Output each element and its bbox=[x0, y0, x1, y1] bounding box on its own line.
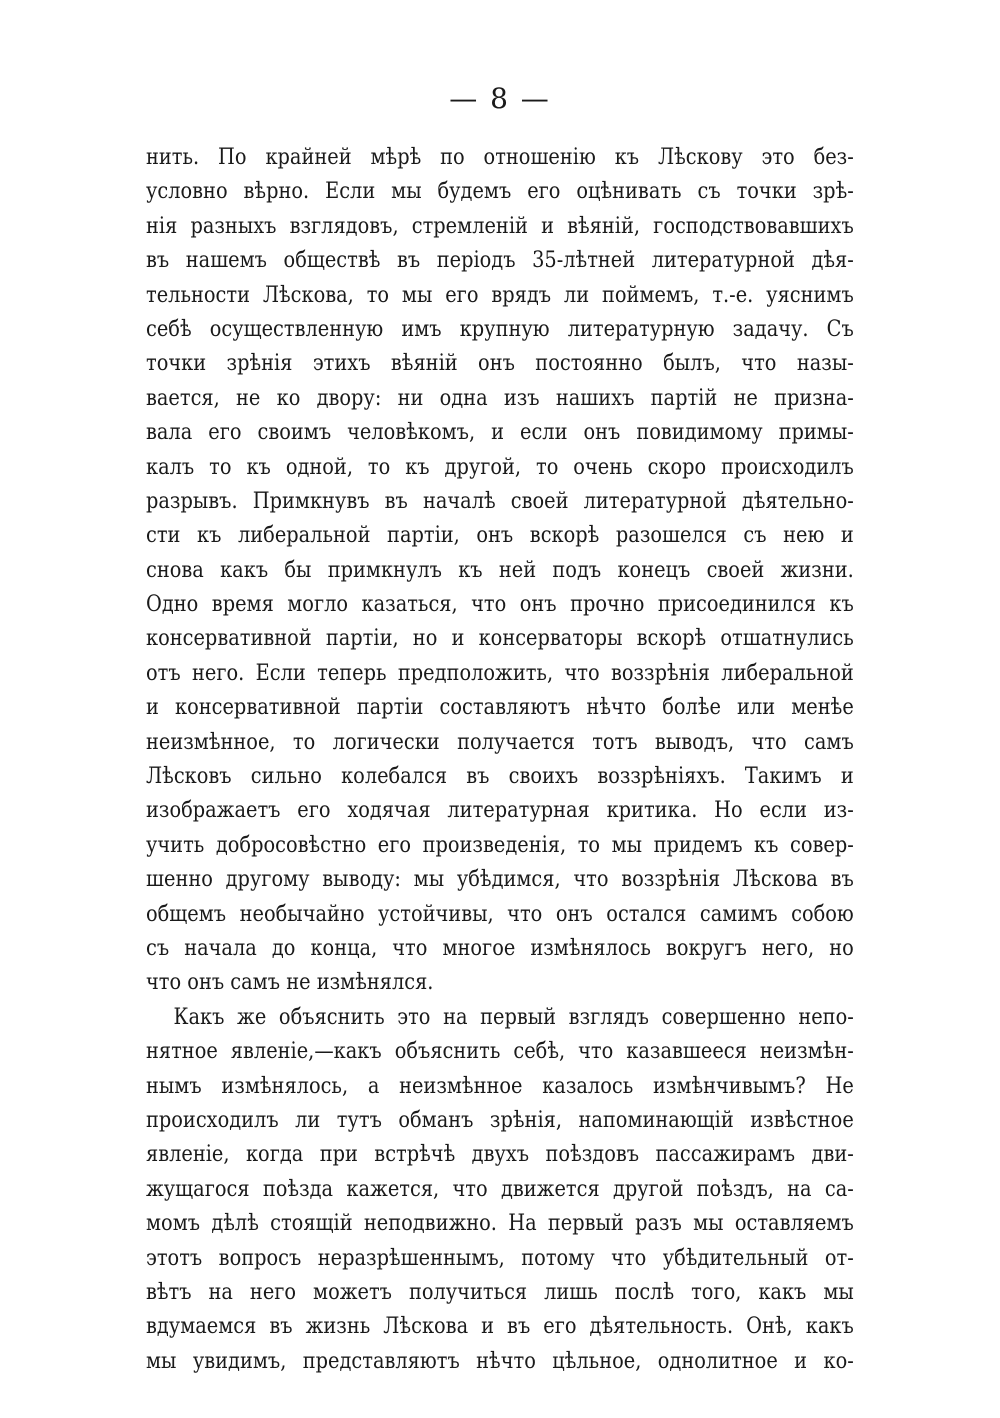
text-line: Какъ же объяснить это на первый взглядъ совершенно непо- bbox=[173, 1003, 854, 1030]
text-line: въ нашемъ обществѣ въ періодъ 35-лѣтней литературной дѣя- bbox=[146, 247, 854, 274]
text-line: нятное явленіе,—какъ объяснить себѣ, что казавшееся неизмѣн- bbox=[146, 1038, 854, 1065]
text-line: неизмѣнное, то логически получается тотъ выводъ, что самъ bbox=[146, 728, 854, 755]
text-line: что онъ самъ не измѣнялся. bbox=[146, 969, 434, 996]
text-line: вается, не ко двору: ни одна изъ нашихъ партій не призна- bbox=[146, 384, 854, 411]
text-line: условно вѣрно. Если мы будемъ его оцѣнивать съ точки зрѣ- bbox=[146, 178, 854, 205]
text-line: разрывъ. Примкнувъ въ началѣ своей литературной дѣятельно- bbox=[146, 487, 854, 514]
text-line: Одно время могло казаться, что онъ прочно присоединился къ bbox=[146, 591, 854, 618]
text-line: вѣтъ на него можетъ получиться лишь послѣ того, какъ мы bbox=[146, 1278, 854, 1305]
text-line: съ начала до конца, что многое измѣнялось вокругъ него, но bbox=[146, 934, 854, 961]
text-line: тельности Лѣскова, то мы его врядъ ли поймемъ, т.-е. уяснимъ bbox=[146, 281, 854, 308]
text-line: этотъ вопросъ неразрѣшеннымъ, потому что убѣдительный от- bbox=[146, 1244, 854, 1271]
text-line: снова какъ бы примкнулъ къ ней подъ конецъ своей жизни. bbox=[146, 556, 854, 583]
text-line: Лѣсковъ сильно колебался въ своихъ воззрѣніяхъ. Такимъ и bbox=[146, 763, 854, 790]
page-number: — 8 — bbox=[449, 82, 551, 115]
text-line: сти къ либеральной партіи, онъ вскорѣ разошелся съ нею и bbox=[146, 522, 854, 549]
text-line: явленіе, когда при встрѣчѣ двухъ поѣздовъ пассажирамъ дви- bbox=[146, 1141, 854, 1168]
text-line: шенно другому выводу: мы убѣдимся, что воззрѣнія Лѣскова въ bbox=[146, 866, 854, 893]
text-line: вала его своимъ человѣкомъ, и если онъ повидимому примы- bbox=[146, 419, 854, 446]
text-line: нымъ измѣнялось, а неизмѣнное казалось измѣнчивымъ? Не bbox=[146, 1072, 854, 1099]
text-line: момъ дѣлѣ стоящій неподвижно. На первый разъ мы оставляемъ bbox=[146, 1210, 854, 1237]
text-line: консервативной партіи, но и консерваторы вскорѣ отшатнулись bbox=[146, 625, 854, 652]
text-line: отъ него. Если теперь предположить, что воззрѣнія либеральной bbox=[146, 659, 854, 686]
text-line: и консервативной партіи составляютъ нѣчто болѣе или менѣе bbox=[146, 694, 854, 721]
text-line: общемъ необычайно устойчивы, что онъ остался самимъ собою bbox=[146, 900, 854, 927]
body-text bbox=[146, 140, 854, 1378]
text-line: происходилъ ли тутъ обманъ зрѣнія, напоминающій извѣстное bbox=[146, 1106, 854, 1133]
text-line: учить добросовѣстно его произведенія, то мы придемъ къ совер- bbox=[146, 831, 854, 858]
text-line: вдумаемся въ жизнь Лѣскова и въ его дѣятельность. Онѣ, какъ bbox=[146, 1313, 854, 1340]
text-line: нія разныхъ взглядовъ, стремленій и вѣяній, господствовавшихъ bbox=[146, 212, 854, 239]
text-line: нить. По крайней мѣрѣ по отношенію къ Лѣскову это без- bbox=[146, 144, 854, 170]
paragraph-1 bbox=[146, 140, 854, 1000]
text-line: точки зрѣнія этихъ вѣяній онъ постоянно былъ, что назы- bbox=[146, 350, 854, 377]
text-line: калъ то къ одной, то къ другой, то очень скоро происходилъ bbox=[146, 453, 854, 480]
text-line: изображаетъ его ходячая литературная критика. Но если из- bbox=[146, 797, 854, 824]
text-line: себѣ осуществленную имъ крупную литературную задачу. Съ bbox=[146, 315, 854, 342]
text-line: жущагося поѣзда кажется, что движется другой поѣздъ, на са- bbox=[146, 1175, 854, 1202]
text-line: мы увидимъ, представляютъ нѣчто цѣльное, однолитное и ко- bbox=[146, 1347, 854, 1374]
paragraph-2 bbox=[146, 1000, 854, 1378]
